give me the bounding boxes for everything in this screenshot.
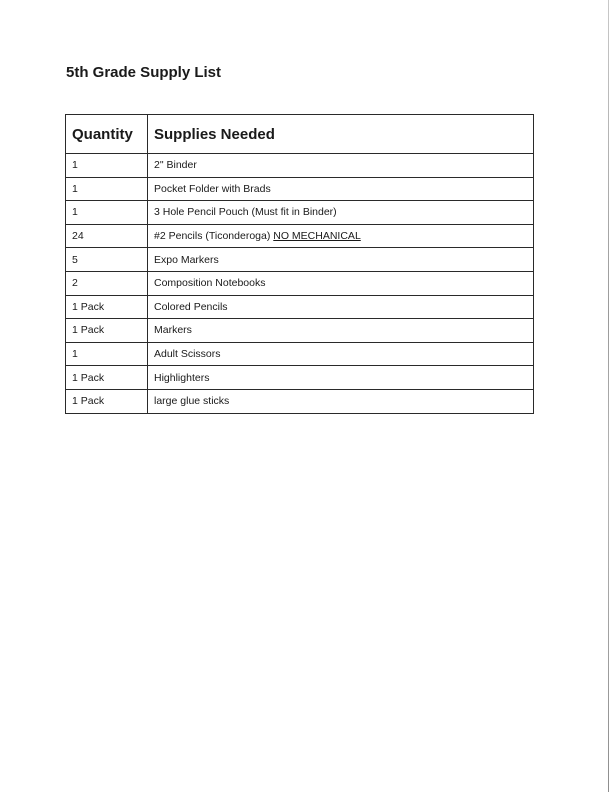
table-row (66, 366, 534, 390)
item-text: Markers (154, 324, 192, 337)
page-title: 5th Grade Supply List (66, 64, 222, 81)
table-row (66, 224, 534, 248)
table-row (66, 201, 534, 225)
table-row (66, 177, 534, 201)
scan-edge-line (608, 0, 609, 792)
item-cell (148, 342, 534, 366)
item-text: 2" Binder (154, 159, 197, 172)
table-row (66, 295, 534, 319)
table-row (66, 248, 534, 272)
item-cell (148, 295, 534, 319)
quantity-cell: 5 (66, 248, 148, 272)
item-cell (148, 177, 534, 201)
table-row (66, 342, 534, 366)
item-cell (148, 154, 534, 178)
item-text: 3 Hole Pencil Pouch (Must fit in Binder) (154, 206, 337, 219)
table-row (66, 154, 534, 178)
table-row (66, 271, 534, 295)
item-text: Highlighters (154, 371, 210, 384)
supplies-header: Supplies Needed (148, 115, 534, 154)
item-cell (148, 271, 534, 295)
item-cell (148, 389, 534, 413)
table-row (66, 389, 534, 413)
quantity-cell: 24 (66, 224, 148, 248)
no-mechanical-note: NO MECHANICAL (273, 230, 361, 243)
quantity-cell: 1 (66, 201, 148, 225)
item-text: large glue sticks (154, 395, 230, 408)
item-text: Pocket Folder with Brads (154, 182, 271, 195)
quantity-cell: 1 Pack (66, 389, 148, 413)
item-cell (148, 201, 534, 225)
item-text: Expo Markers (154, 253, 219, 266)
item-cell (148, 319, 534, 343)
quantity-cell: 2 (66, 271, 148, 295)
quantity-header: Quantity (66, 115, 148, 154)
item-text: Composition Notebooks (154, 277, 266, 290)
quantity-cell: 1 Pack (66, 366, 148, 390)
item-cell (148, 248, 534, 272)
table-header-row (66, 115, 534, 154)
supply-table (65, 114, 534, 414)
item-text: Colored Pencils (154, 300, 228, 313)
item-cell (148, 224, 534, 248)
item-cell (148, 366, 534, 390)
table-row (66, 319, 534, 343)
quantity-cell: 1 Pack (66, 295, 148, 319)
quantity-cell: 1 Pack (66, 319, 148, 343)
quantity-cell: 1 (66, 154, 148, 178)
item-text: #2 Pencils (Ticonderoga) (154, 230, 274, 243)
item-text: Adult Scissors (154, 348, 221, 361)
quantity-cell: 1 (66, 177, 148, 201)
quantity-cell: 1 (66, 342, 148, 366)
